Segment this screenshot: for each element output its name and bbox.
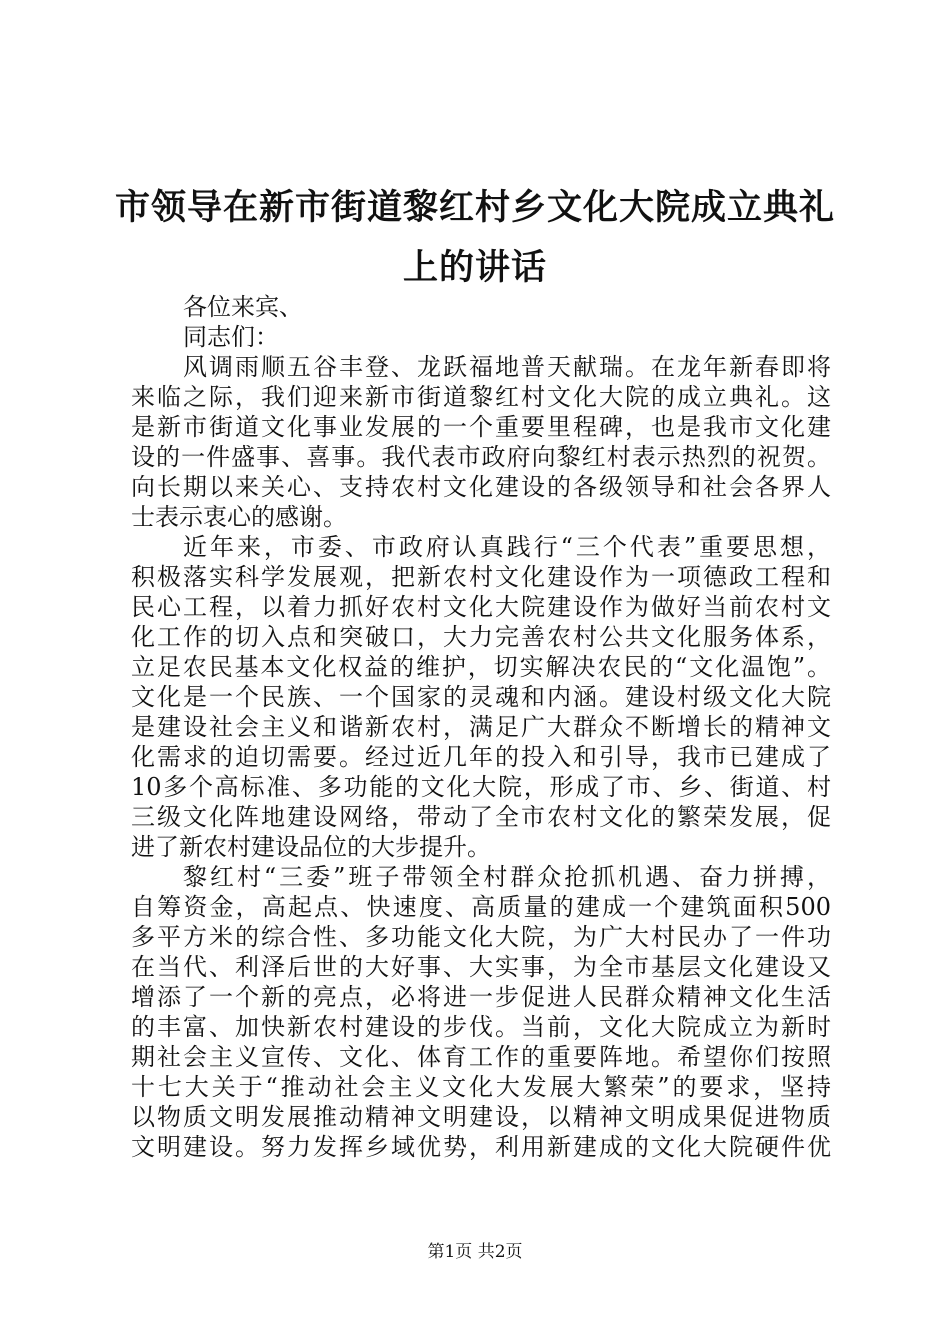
paragraph-line: 三级文化阵地建设网络，带动了全市农村文化的繁荣发展，促 (131, 803, 831, 831)
paragraph-line: 化工作的切入点和突破口，大力完善农村公共文化服务体系， (131, 623, 831, 651)
paragraph-line: 立足农民基本文化权益的维护，切实解决农民的“文化温饱”。 (131, 653, 831, 681)
paragraph-line: 近年来，市委、市政府认真践行“三个代表”重要思想， (183, 533, 831, 561)
document-body (131, 292, 831, 1162)
paragraph-line: 设的一件盛事、喜事。我代表市政府向黎红村表示热烈的祝贺。 (131, 443, 831, 471)
paragraph-line: 10多个高标准、多功能的文化大院，形成了市、乡、街道、村 (131, 773, 831, 801)
paragraph-line: 化需求的迫切需要。经过近几年的投入和引导，我市已建成了 (131, 743, 831, 771)
paragraph-line: 增添了一个新的亮点，必将进一步促进人民群众精神文化生活 (131, 983, 831, 1011)
paragraph-line: 以物质文明发展推动精神文明建设，以精神文明成果促进物质 (131, 1103, 831, 1131)
document-title-line-1: 市领导在新市街道黎红村乡文化大院成立典礼 (114, 187, 835, 228)
paragraph-line: 民心工程，以着力抓好农村文化大院建设作为做好当前农村文 (131, 593, 831, 621)
paragraph-line: 文化是一个民族、一个国家的灵魂和内涵。建设村级文化大院 (131, 683, 831, 711)
paragraph-line: 积极落实科学发展观，把新农村文化建设作为一项德政工程和 (131, 563, 831, 591)
paragraph-line: 期社会主义宣传、文化、体育工作的重要阵地。希望你们按照 (131, 1043, 831, 1071)
paragraph-line: 十七大关于“推动社会主义文化大发展大繁荣”的要求，坚持 (131, 1073, 831, 1101)
paragraph-line: 的丰富、加快新农村建设的步伐。当前，文化大院成立为新时 (131, 1013, 831, 1041)
paragraph-line: 自筹资金，高起点、快速度、高质量的建成一个建筑面积500 (131, 893, 831, 921)
paragraph-line: 多平方米的综合性、多功能文化大院，为广大村民办了一件功 (131, 923, 831, 951)
document-title-line-2: 上的讲话 (402, 247, 547, 288)
paragraph-line: 来临之际，我们迎来新市街道黎红村文化大院的成立典礼。这 (131, 383, 831, 411)
paragraph-line: 黎红村“三委”班子带领全村群众抢抓机遇、奋力拼搏， (183, 863, 831, 891)
paragraph-line: 在当代、利泽后世的大好事、大实事，为全市基层文化建设又 (131, 953, 831, 981)
page-number-footer: 第1页 共2页 (427, 1242, 523, 1262)
paragraph-line: 进了新农村建设品位的大步提升。 (131, 833, 491, 861)
salutation-line: 同志们： (183, 323, 279, 351)
salutation-line: 各位来宾、 (183, 293, 303, 321)
paragraph-line: 士表示衷心的感谢。 (131, 503, 347, 531)
paragraph-line: 是新市街道文化事业发展的一个重要里程碑，也是我市文化建 (131, 413, 831, 441)
paragraph-line: 文明建设。努力发挥乡域优势，利用新建成的文化大院硬件优 (131, 1133, 831, 1161)
paragraph-line: 向长期以来关心、支持农村文化建设的各级领导和社会各界人 (131, 473, 831, 501)
paragraph-line: 是建设社会主义和谐新农村，满足广大群众不断增长的精神文 (131, 713, 831, 741)
paragraph-line: 风调雨顺五谷丰登、龙跃福地普天献瑞。在龙年新春即将 (183, 353, 831, 381)
